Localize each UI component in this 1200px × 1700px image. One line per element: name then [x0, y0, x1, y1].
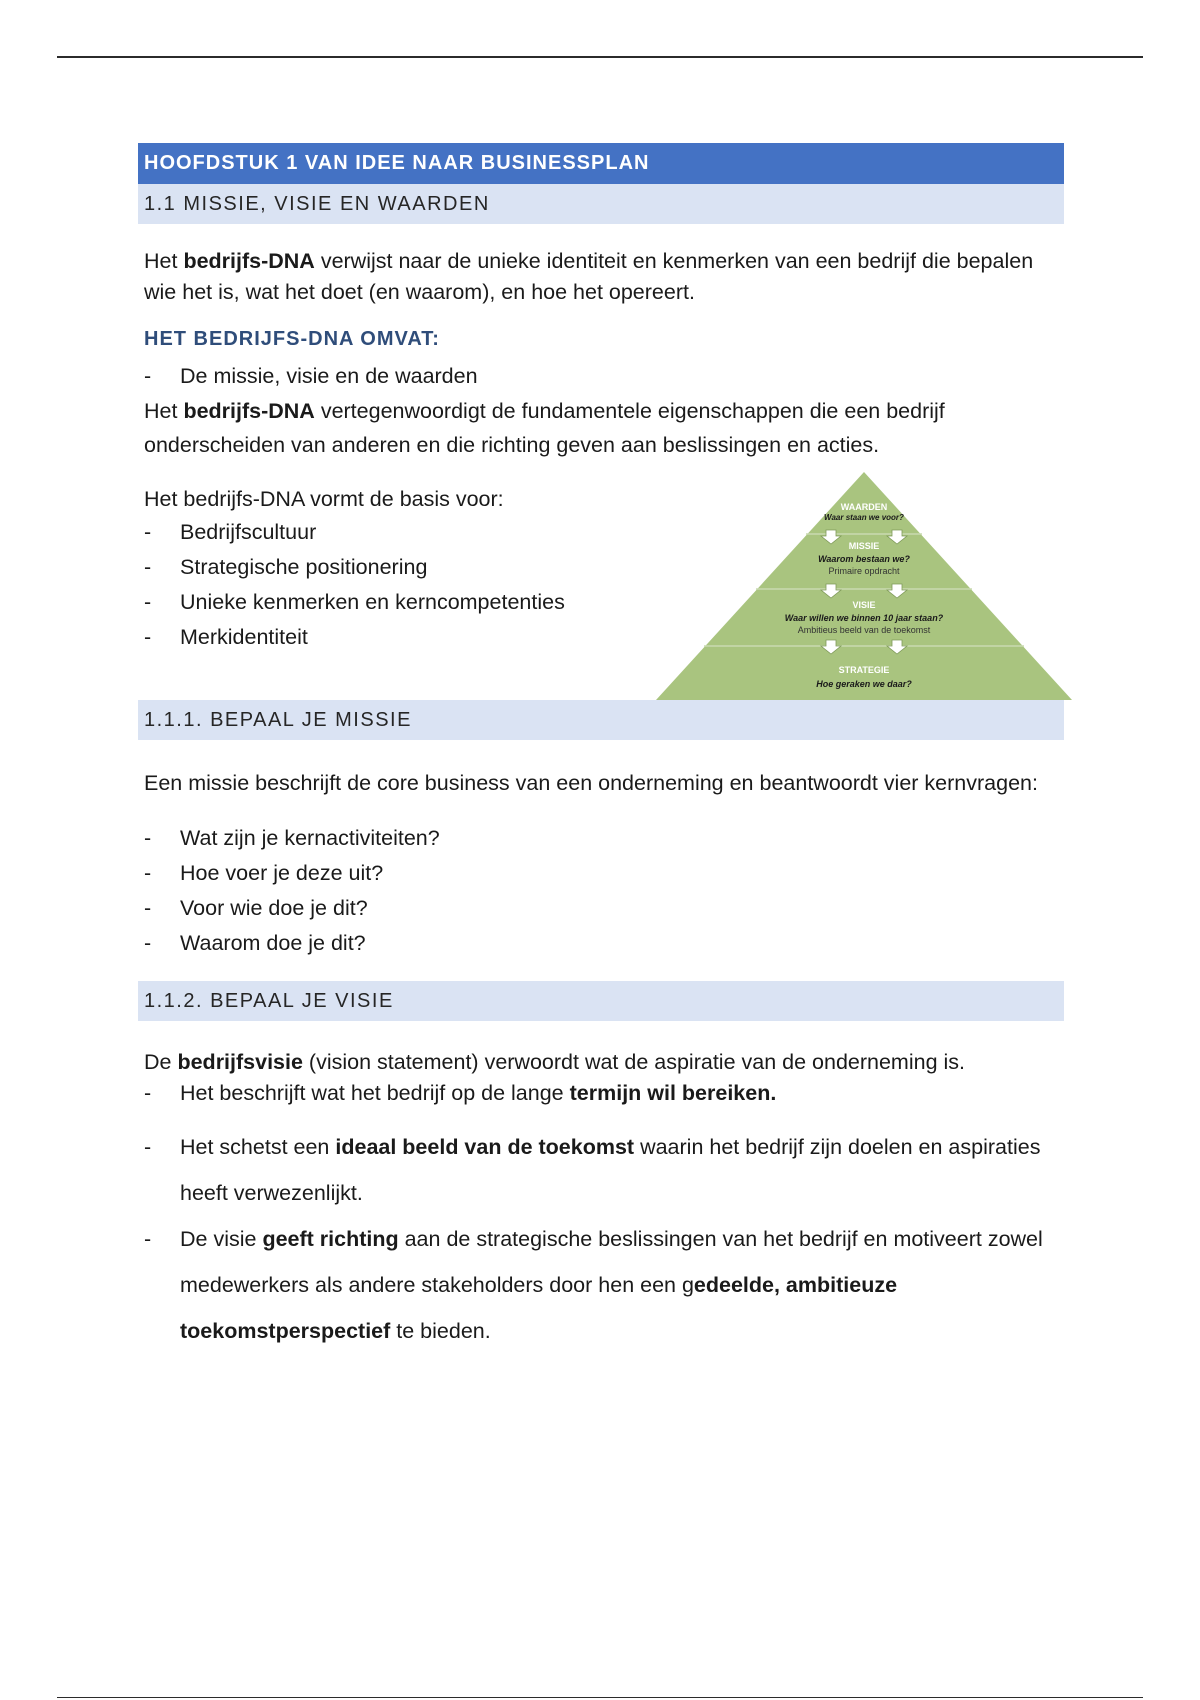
- list-item: - Het schetst een ideaal beeld van de toekomst waarin het bedrijf zijn doelen en aspiraties heeft verwezenlijkt.: [144, 1135, 1041, 1205]
- dna-intro-paragraph: Het bedrijfs-DNA verwijst naar de unieke identiteit en kenmerken van een bedrijf die bepalen wie het is, wat het doet (en waarom), en hoe het opereert.: [144, 249, 1034, 304]
- list-item: - De missie, visie en de waarden: [144, 364, 478, 388]
- visie-list: [138, 1078, 1064, 1354]
- list-item: - Merkidentiteit: [144, 625, 308, 649]
- pyramid-level-note: Primaire opdracht: [828, 566, 900, 576]
- pyramid-level-question: Waarom bestaan we?: [818, 554, 910, 564]
- list-item: - Wat zijn je kernactiviteiten?: [144, 826, 440, 850]
- pyramid-level-title: VISIE: [852, 600, 876, 610]
- section-heading-missie: 1.1.1. BEPAAL JE MISSIE: [138, 700, 1064, 740]
- list-item: - De visie geeft richting aan de strategische beslissingen van het bedrijf en motiveert zowel medewerkers als andere stakeholders door hen een gedeelde, ambitieuze toekomstperspectief te bieden.: [144, 1227, 1043, 1343]
- chapter-heading: HOOFDSTUK 1 VAN IDEE NAAR BUSINESSPLAN: [138, 143, 1064, 184]
- visie-intro-paragraph: De bedrijfsvisie (vision statement) verwoordt wat de aspiratie van de onderneming is.: [144, 1050, 966, 1074]
- pyramid-level-title: STRATEGIE: [838, 665, 890, 675]
- section-heading-1-1: 1.1 MISSIE, VISIE EN WAARDEN: [138, 184, 1064, 224]
- dna-pyramid-diagram: [656, 472, 1072, 700]
- document-page: [138, 143, 1064, 1354]
- header-rule: [57, 56, 1143, 58]
- pyramid-level-title: MISSIE: [848, 541, 880, 551]
- basis-intro: Het bedrijfs-DNA vormt de basis voor:: [144, 487, 504, 511]
- list-item: - Bedrijfscultuur: [144, 520, 317, 544]
- pyramid-level-question: Hoe geraken we daar?: [816, 679, 912, 689]
- missie-intro-paragraph: Een missie beschrijft de core business van een onderneming en beantwoordt vier kernvragen:: [144, 771, 1038, 795]
- missie-questions-list: [138, 821, 1064, 961]
- footer-rule: [57, 1697, 1143, 1698]
- list-item: - Het beschrijft wat het bedrijf op de lange termijn wil bereiken.: [144, 1081, 777, 1105]
- pyramid-level-note: Ambitieus beeld van de toekomst: [797, 625, 931, 635]
- list-item: - Strategische positionering: [144, 555, 428, 579]
- omvat-list: [138, 359, 1064, 394]
- dna-definition-paragraph: Het bedrijfs-DNA vertegenwoordigt de fundamentele eigenschappen die een bedrijf onderscheiden van anderen en die richting geven aan beslissingen en acties.: [144, 399, 945, 457]
- pyramid-level-question: Waar willen we binnen 10 jaar staan?: [784, 613, 944, 623]
- list-item: - Waarom doe je dit?: [144, 931, 366, 955]
- section-heading-visie: 1.1.2. BEPAAL JE VISIE: [138, 981, 1064, 1021]
- pyramid-level-question: Waar staan we voor?: [824, 513, 904, 522]
- pyramid-level-title: WAARDEN: [840, 502, 888, 512]
- list-item: - Voor wie doe je dit?: [144, 896, 368, 920]
- list-item: - Unieke kenmerken en kerncompetenties: [144, 590, 565, 614]
- dna-omvat-heading: HET BEDRIJFS-DNA OMVAT:: [144, 328, 440, 350]
- list-item: - Hoe voer je deze uit?: [144, 861, 384, 885]
- dna-basis-block: [138, 472, 1064, 700]
